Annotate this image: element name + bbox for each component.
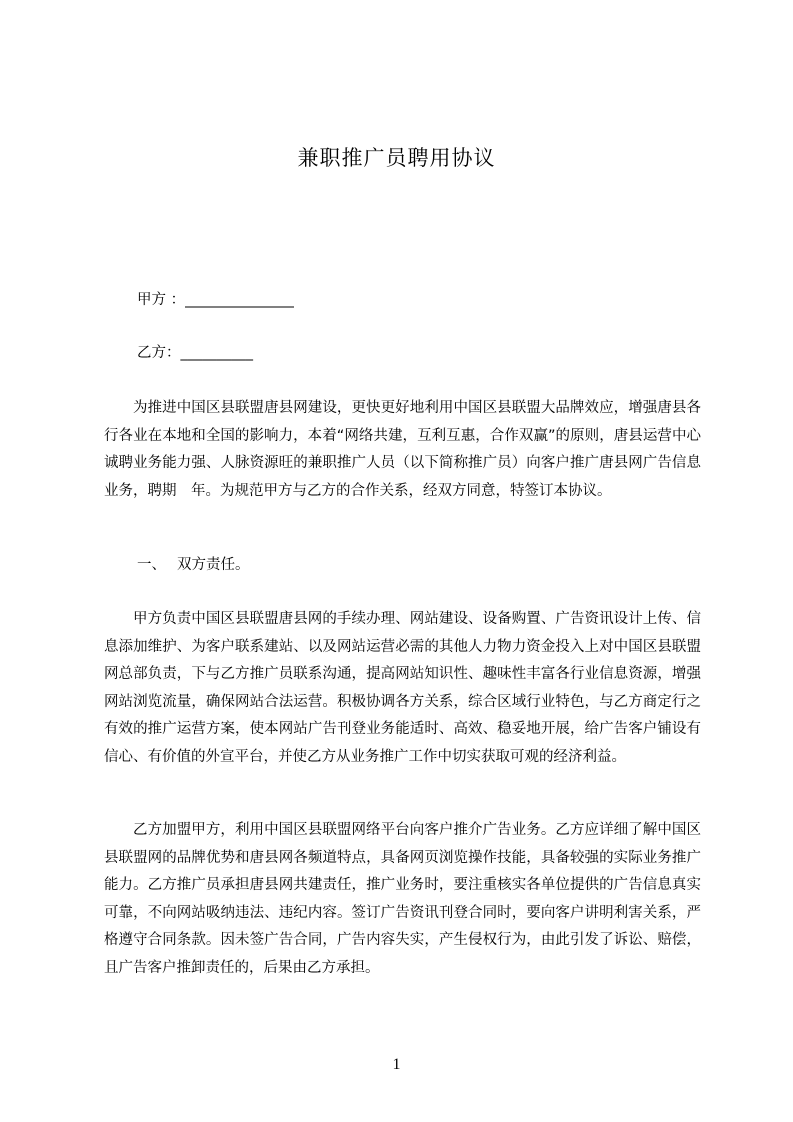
party-b-line: 乙方：__________ bbox=[137, 345, 253, 361]
section-heading bbox=[137, 555, 250, 575]
party-a-duties-paragraph: 甲方负责中国区县联盟唐县网的手续办理、网站建设、设备购置、广告资讯设计上传、信息添加维护、为客户联系建站、以及网站运营必需的其他人力物力资金投入上对中国区县联盟网总部负责，下与乙方推广员联系沟通，提高网站知识性、趣味性丰富各行业信息资源，增强网站浏览流量，确保网站合法运营。积极协调各方关系，综合区域行业特色，与乙方商定行之有效的推广运营方案，使本网站广告刊登业务能适时、高效、稳妥地开展，给广告客户铺设有信心、有价值的外宣平台，并使乙方从业务推广工作中切实获取可观的经济利益。 bbox=[104, 611, 701, 765]
document-title: 兼职推广员聘用协议 bbox=[297, 146, 496, 170]
section-number: 一、 bbox=[137, 557, 166, 573]
page-number: 1 bbox=[392, 1056, 401, 1073]
section-title: 双方责任。 bbox=[177, 557, 250, 573]
party-b-duties-paragraph: 乙方加盟甲方，利用中国区县联盟网络平台向客户推介广告业务。乙方应详细了解中国区县联盟网的品牌优势和唐县网各频道特点，具备网页浏览操作技能，具备较强的实际业务推广能力。乙方推广员承担唐县网共建责任，推广业务时，要注重核实各单位提供的广告信息真实可靠，不向网站吸纳违法、违纪内容。签订广告资讯刊登合同时，要向客户讲明利害关系，严格遵守合同条款。因未签广告合同，广告内容失实，产生侵权行为，由此引发了诉讼、赔偿，且广告客户推卸责任的，后果由乙方承担。 bbox=[104, 822, 701, 976]
intro-paragraph: 为推进中国区县联盟唐县网建设，更快更好地利用中国区县联盟大品牌效应，增强唐县各行各业在本地和全国的影响力，本着“网络共建，互利互惠，合作双赢”的原则，唐县运营中心诚聘业务能力强、人脉资源旺的兼职推广人员（以下简称推广员）向客户推广唐县网广告信息业务，聘期 年。为规范甲方与乙方的合作关系，经双方同意，特签订本协议。 bbox=[104, 400, 701, 499]
party-a-line: 甲方 ：_______________ bbox=[137, 292, 294, 308]
